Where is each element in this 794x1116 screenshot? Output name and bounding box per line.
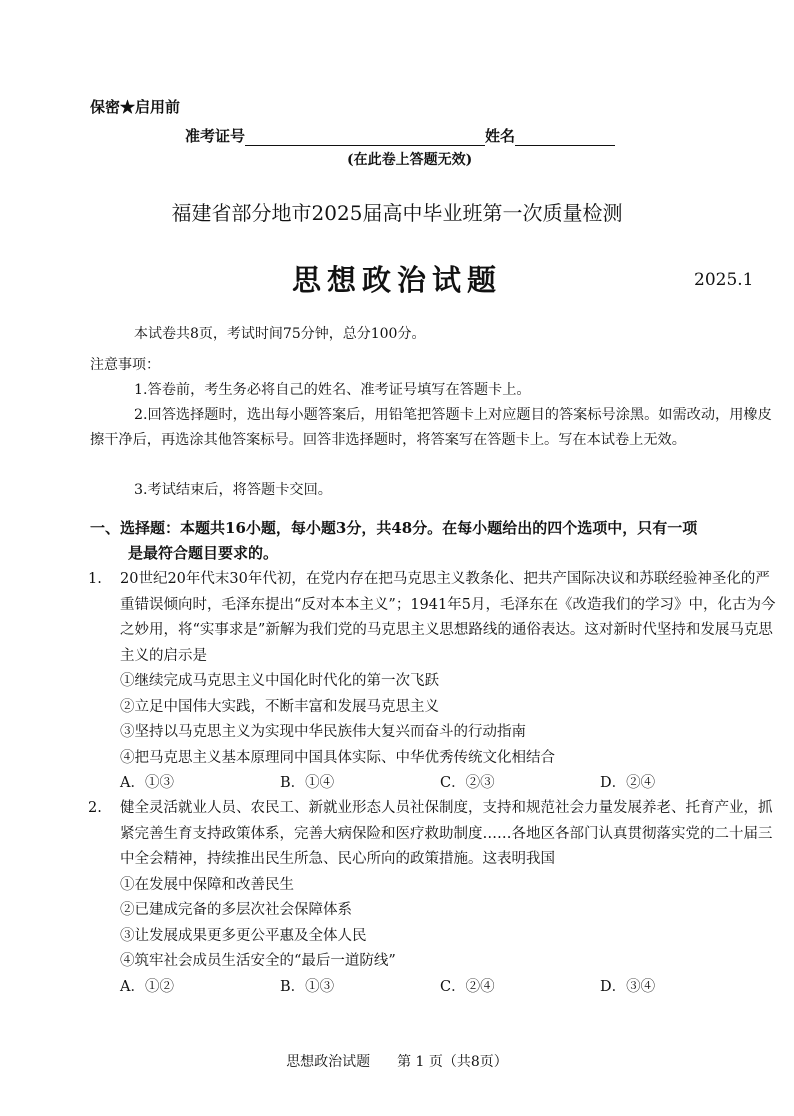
exam-id-blank [245, 129, 485, 146]
name-label: 姓名 [485, 127, 516, 145]
section-heading [90, 516, 780, 566]
footer-page-number: 第 1 页（共8页） [397, 1054, 508, 1070]
answer-choices [120, 771, 780, 797]
question-stem: 健全灵活就业人员、农民工、新就业形态人员社保制度，支持和规范社会力量发展养老、托育产业，抓紧完善生育支持政策体系，完善大病保险和医疗救助制度……各地区各部门认真贯彻落实党的二十届三中全会精神，持续推出民生所急、民心所向的政策措施。这表明我国 [120, 800, 773, 867]
notes-heading: 注意事项： [90, 357, 160, 373]
name-blank [515, 129, 615, 146]
choice-a: A．①② [120, 978, 174, 995]
statement-option: ④筑牢社会成员生活安全的“最后一道防线” [120, 953, 396, 969]
statement-option: ④把马克思主义基本原理同中国具体实际、中华优秀传统文化相结合 [120, 749, 555, 766]
answer-choices [120, 975, 780, 1001]
exam-date: 2025.1 [694, 270, 754, 290]
confidential-label: 保密★启用前 [90, 98, 181, 116]
statement-option: ①继续完成马克思主义中国化时代化的第一次飞跃 [120, 673, 439, 689]
choice-d: D．③④ [600, 978, 656, 995]
statement-option: ③坚持以马克思主义为实现中华民族伟大复兴而奋斗的行动指南 [120, 724, 526, 740]
question-number: 2. [88, 800, 102, 816]
candidate-info-line [185, 125, 615, 146]
statement-option: ②已建成完备的多层次社会保障体系 [120, 902, 352, 918]
exam-id-label: 准考证号 [185, 127, 246, 145]
footer-subject: 思想政治试题 [286, 1054, 371, 1070]
section-heading-line: 是最符合题目要求的。 [128, 544, 279, 562]
paper-intro: 本试卷共8页，考试时间75分钟，总分100分。 [134, 326, 426, 342]
choice-c: C．②③ [440, 775, 495, 791]
exam-title: 福建省部分地市2025届高中毕业班第一次质量检测 [171, 201, 623, 225]
choice-d: D．②④ [600, 775, 656, 791]
page-footer [0, 1051, 794, 1071]
subject-title: 思想政治试题 [291, 263, 502, 297]
choice-b: B．①④ [280, 775, 335, 791]
note-item: 3.考试结束后，将答题卡交回。 [134, 482, 332, 498]
question-2 [88, 796, 780, 1000]
statement-option: ②立足中国伟大实践，不断丰富和发展马克思主义 [120, 698, 439, 715]
section-heading-line: 一、选择题：本题共16小题，每小题3分，共48分。在每小题给出的四个选项中，只有一项 [90, 519, 698, 537]
question-stem: 20世纪20年代末30年代初，在党内存在把马克思主义教条化、把共产国际决议和苏联经验神圣化的严重错误倾向时，毛泽东提出“反对本本主义”；1941年5月，毛泽东在《改造我们的学习》中，化古为今之妙用，将“实事求是”新解为我们党的马克思主义思想路线的通俗表达。这对新时代坚持和发展马克思主义的启示是 [120, 571, 776, 664]
choice-b: B．①③ [280, 978, 335, 995]
invalid-answer-note: (在此卷上答题无效) [347, 152, 473, 168]
question-1 [88, 567, 780, 797]
statement-option: ①在发展中保障和改善民生 [120, 876, 294, 893]
choice-c: C．②④ [440, 978, 495, 995]
statement-option: ③让发展成果更多更公平惠及全体人民 [120, 927, 367, 944]
question-number: 1. [88, 571, 102, 587]
choice-a: A．①③ [120, 775, 174, 791]
note-item: 2.回答选择题时，选出每小题答案后，用铅笔把答题卡上对应题目的答案标号涂黑。如需改动，用橡皮擦干净后，再选涂其他答案标号。回答非选择题时，将答案写在答题卡上。写在本试卷上无效。 [90, 407, 772, 448]
note-item: 1.答卷前，考生务必将自己的姓名、准考证号填写在答题卡上。 [134, 382, 531, 398]
